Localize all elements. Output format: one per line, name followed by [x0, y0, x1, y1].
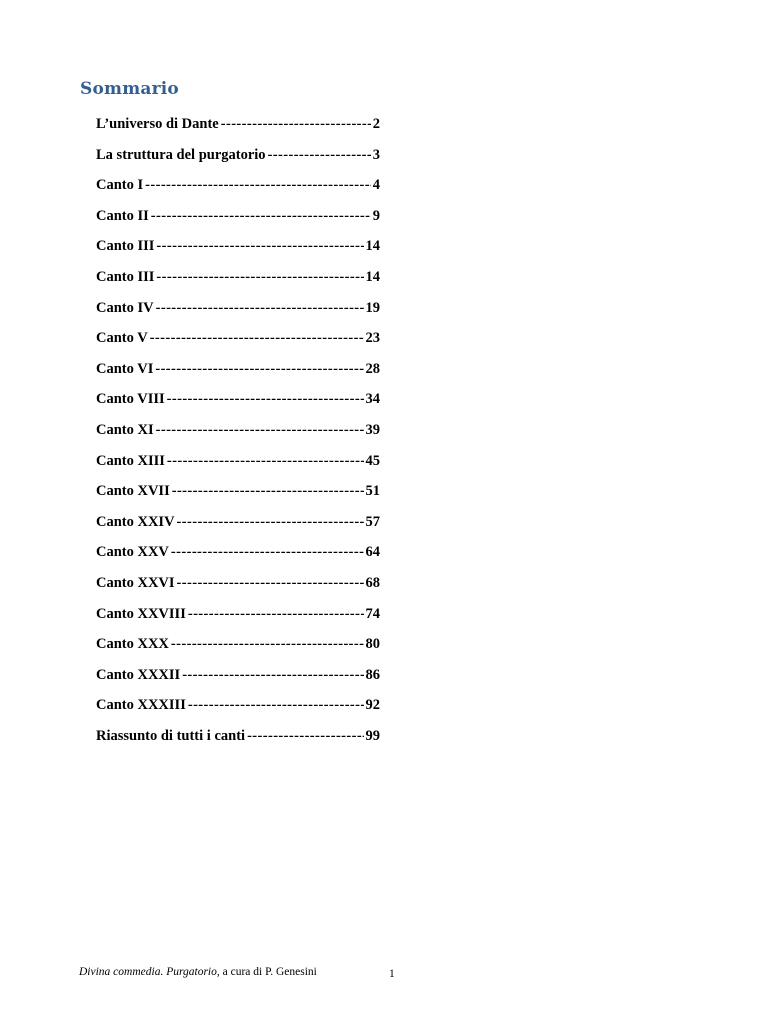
toc-entry-label: Canto XXIV: [96, 513, 175, 530]
toc-entry-label: Canto IV: [96, 299, 154, 316]
toc-dot-leader: [167, 391, 364, 408]
page-footer: [79, 966, 317, 978]
toc-dot-leader: [182, 667, 363, 684]
toc-entry[interactable]: [96, 544, 380, 575]
toc-dot-leader: [155, 361, 363, 378]
toc-entry-label: Canto XVII: [96, 483, 170, 500]
toc-entry[interactable]: [96, 269, 380, 300]
toc-entry[interactable]: [96, 667, 380, 698]
toc-entry[interactable]: [96, 422, 380, 453]
toc-entry[interactable]: [96, 636, 380, 667]
toc-entry-label: Canto III: [96, 268, 155, 285]
toc-dot-leader: [172, 483, 364, 500]
toc-dot-leader: [156, 300, 364, 317]
toc-dot-leader: [171, 544, 364, 561]
toc-entry-page: 14: [365, 238, 380, 255]
toc-entry-page: 68: [365, 574, 380, 591]
toc-entry-page: 3: [372, 146, 380, 163]
toc-dot-leader: [145, 177, 371, 194]
toc-entry-page: 4: [372, 177, 380, 194]
toc-entry-page: 9: [372, 207, 380, 224]
toc-entry-page: 39: [365, 421, 380, 438]
toc-entry[interactable]: [96, 514, 380, 545]
toc-entry[interactable]: [96, 300, 380, 331]
footer-credit: , a cura di P. Genesini: [216, 966, 317, 978]
toc-entry-label: Canto XXVI: [96, 574, 175, 591]
toc-dot-leader: [247, 728, 363, 745]
toc-entry-label: Riassunto di tutti i canti: [96, 727, 246, 744]
toc-entry[interactable]: [96, 483, 380, 514]
toc-entry[interactable]: [96, 116, 380, 147]
toc-entry[interactable]: [96, 330, 380, 361]
toc-entry[interactable]: [96, 728, 380, 759]
toc-entry-page: 92: [365, 697, 380, 714]
toc-dot-leader: [156, 422, 364, 439]
toc-entry-label: Canto XXX: [96, 636, 169, 653]
toc-entry-label: Canto VI: [96, 360, 154, 377]
toc-entry-page: 2: [372, 116, 380, 132]
toc-entry[interactable]: [96, 391, 380, 422]
toc-entry[interactable]: [96, 606, 380, 637]
toc-dot-leader: [268, 147, 371, 164]
toc-dot-leader: [151, 208, 371, 225]
toc-entry[interactable]: [96, 177, 380, 208]
toc-entry-page: 57: [365, 513, 380, 530]
toc-dot-leader: [167, 453, 364, 470]
toc-dot-leader: [156, 238, 363, 255]
toc-entry-label: Canto XXV: [96, 544, 169, 561]
toc-entry-label: L’universo di Dante: [96, 116, 219, 132]
toc-dot-leader: [188, 697, 364, 714]
toc-entry[interactable]: [96, 697, 380, 728]
toc-entry-page: 14: [365, 268, 380, 285]
toc-entry-label: Canto XI: [96, 421, 154, 438]
toc-entry-label: La struttura del purgatorio: [96, 146, 266, 163]
toc-entry-page: 45: [365, 452, 380, 469]
toc-title: Sommario: [80, 79, 179, 99]
toc-entry-page: 34: [365, 391, 380, 408]
toc-entry-label: Canto XIII: [96, 452, 165, 469]
toc-entry-label: Canto I: [96, 177, 144, 194]
toc-entry[interactable]: [96, 238, 380, 269]
toc-entry-page: 28: [365, 360, 380, 377]
toc-dot-leader: [171, 636, 364, 653]
toc-entry-label: Canto XXXII: [96, 666, 181, 683]
toc-entry[interactable]: [96, 575, 380, 606]
toc-entry-page: 23: [365, 330, 380, 347]
toc-entry-label: Canto VIII: [96, 391, 165, 408]
toc-list: [96, 116, 380, 758]
toc-entry-page: 64: [365, 544, 380, 561]
toc-entry[interactable]: [96, 361, 380, 392]
toc-entry-label: Canto XXVIII: [96, 605, 186, 622]
toc-entry-page: 51: [365, 483, 380, 500]
toc-dot-leader: [177, 575, 364, 592]
toc-dot-leader: [177, 514, 364, 531]
toc-dot-leader: [156, 269, 363, 286]
toc-entry-page: 74: [365, 605, 380, 622]
toc-entry-page: 99: [365, 727, 380, 744]
footer-work-title: Divina commedia. Purgatorio: [79, 966, 217, 978]
toc-entry-label: Canto II: [96, 207, 149, 224]
footer-page-number: 1: [389, 968, 395, 980]
toc-entry-label: Canto XXXIII: [96, 697, 186, 714]
toc-entry-label: Canto III: [96, 238, 155, 255]
toc-entry-page: 19: [365, 299, 380, 316]
toc-entry-page: 80: [365, 636, 380, 653]
toc-entry[interactable]: [96, 208, 380, 239]
toc-dot-leader: [150, 330, 364, 347]
toc-dot-leader: [188, 606, 364, 623]
toc-entry[interactable]: [96, 453, 380, 484]
toc-entry-page: 86: [365, 666, 380, 683]
toc-entry-label: Canto V: [96, 330, 148, 347]
toc-dot-leader: [221, 116, 371, 133]
toc-entry[interactable]: [96, 147, 380, 178]
